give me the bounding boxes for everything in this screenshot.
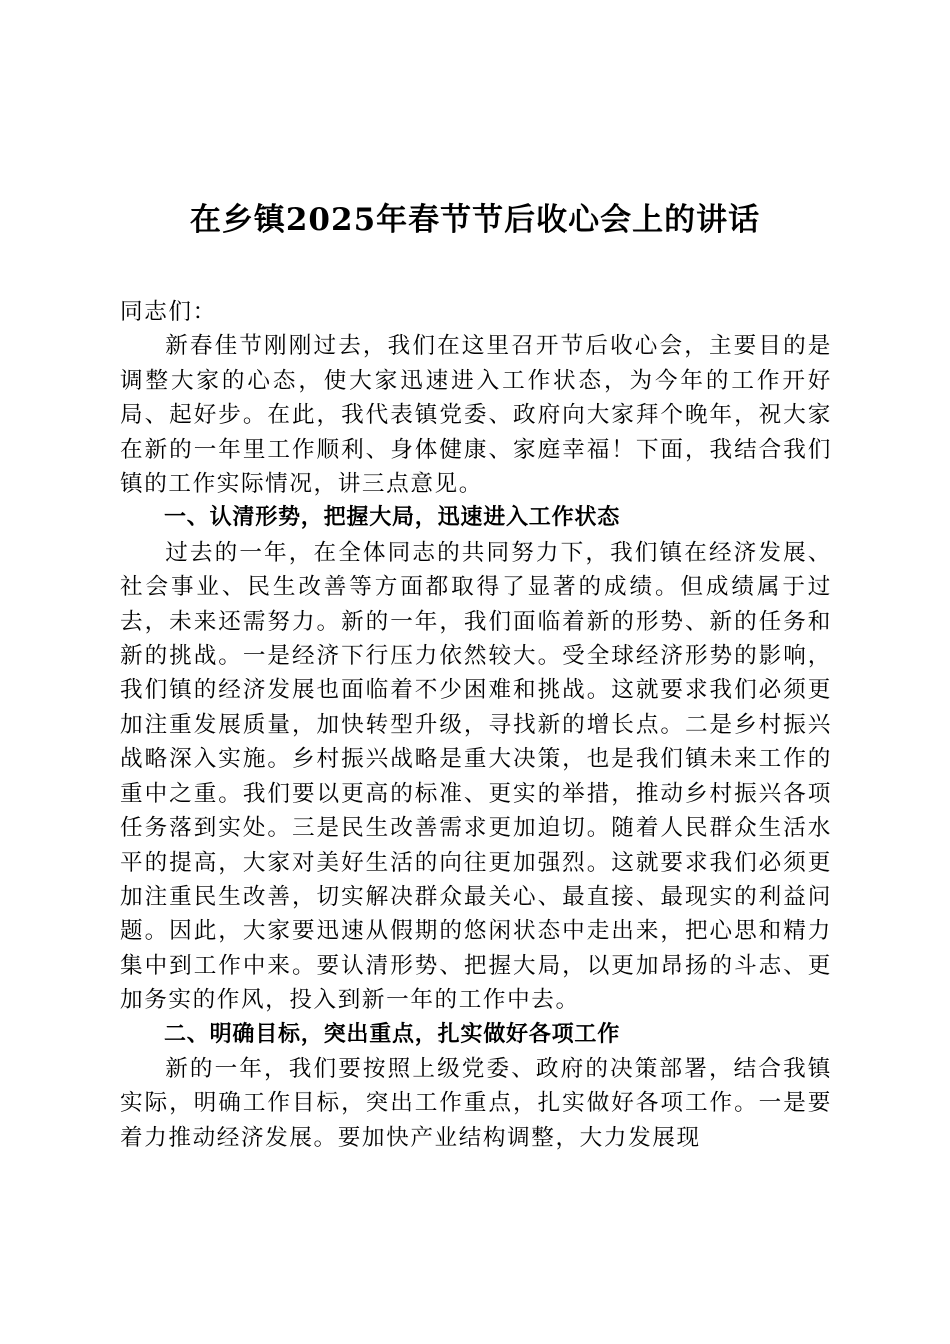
section-2-paragraph: 新的一年，我们要按照上级党委、政府的决策部署，结合我镇实际，明确工作目标，突出工作重点，扎实做好各项工作。一是要着力推动经济发展。要加快产业结构调整，大力发展现 [120,1055,832,1151]
document-title: 在乡镇2025年春节节后收心会上的讲话 [189,202,761,238]
salutation: 同志们： [120,299,217,325]
intro-paragraph: 新春佳节刚刚过去，我们在这里召开节后收心会，主要目的是调整大家的心态，使大家迅速进入工作状态，为今年的工作开好局、起好步。在此，我代表镇党委、政府向大家拜个晚年，祝大家在新的一年里工作顺利、身体健康、家庭幸福！下面，我结合我们镇的工作实际情况，讲三点意见。 [120,333,832,498]
section-1-heading: 一、认清形势，把握大局，迅速进入工作状态 [164,505,621,531]
document-body [120,295,832,1155]
section-2-heading: 二、明确目标，突出重点，扎实做好各项工作 [164,1021,621,1047]
section-1-paragraph: 过去的一年，在全体同志的共同努力下，我们镇在经济发展、社会事业、民生改善等方面都取得了显著的成绩。但成绩属于过去，未来还需努力。新的一年，我们面临着新的形势、新的任务和新的挑战。一是经济下行压力依然较大。受全球经济形势的影响，我们镇的经济发展也面临着不少困难和挑战。这就要求我们必须更加注重发展质量，加快转型升级，寻找新的增长点。二是乡村振兴战略深入实施。乡村振兴战略是重大决策，也是我们镇未来工作的重中之重。我们要以更高的标准、更实的举措，推动乡村振兴各项任务落到实处。三是民生改善需求更加迫切。随着人民群众生活水平的提高，大家对美好生活的向往更加强烈。这就要求我们必须更加注重民生改善，切实解决群众最关心、最直接、最现实的利益问题。因此，大家要迅速从假期的悠闲状态中走出来，把心思和精力集中到工作中来。要认清形势、把握大局，以更加昂扬的斗志、更加务实的作风，投入到新一年的工作中去。 [120,539,832,1014]
